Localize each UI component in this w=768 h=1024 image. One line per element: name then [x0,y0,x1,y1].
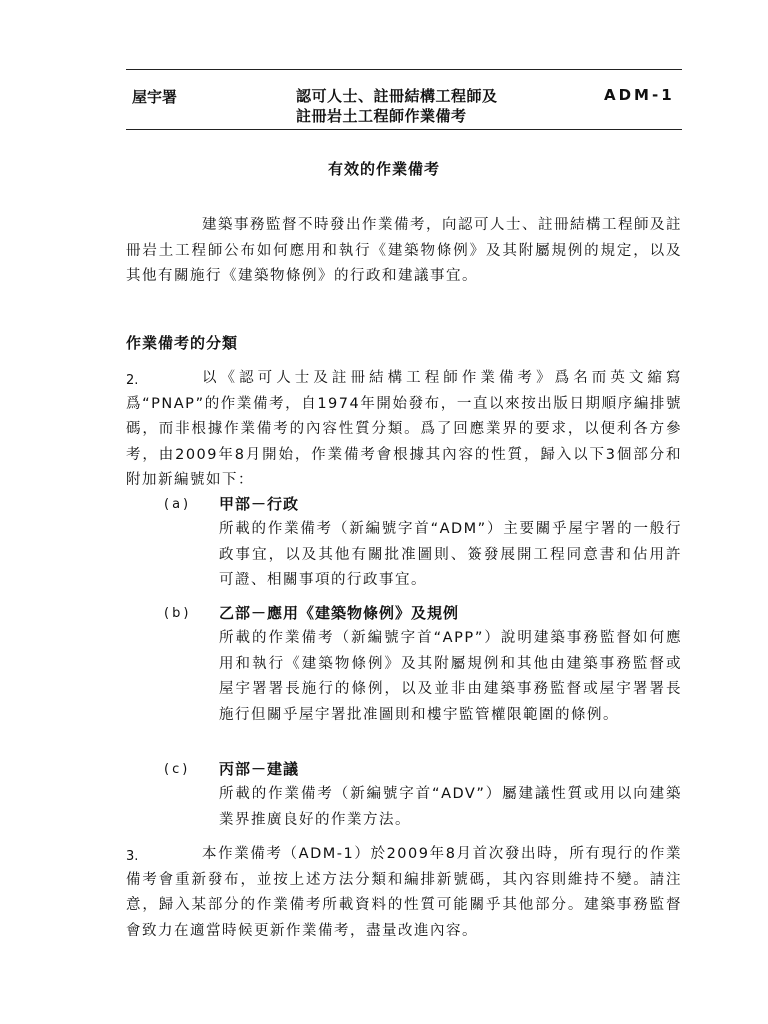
header-title-line2: 註冊岩土工程師作業備考 [296,107,467,125]
paragraph-3: 本作業備考（ADM-1）於2009年8月首次發出時，所有現行的作業備考會重新發布，並按上述方法分類和編排新號碼，其內容則維持不變。請注意，歸入某部分的作業備考所載資料的性質可能關乎其他部分。建築事務監督會致力在適當時候更新作業備考，盡量改進內容。 [126,846,682,939]
item-c-letter: (c) [164,762,191,777]
paragraph-2-number: 2. [126,373,139,388]
header-title [296,86,498,126]
paragraph-3-number: 3. [126,849,139,864]
item-a-title: 甲部－行政 [219,495,300,513]
paragraph-2: 以《認可人士及註冊結構工程師作業備考》爲名而英文縮寫爲“PNAP”的作業備考，自1974年開始發布，一直以來按出版日期順序編排號碼，而非根據作業備考的內容性質分類。爲了回應業界的要求，以便利各方參考，由2009年8月開始，作業備考會根據其內容的性質，歸入以下3個部分和附加新編號如下： [126,370,682,488]
item-a-letter: (a) [164,497,192,512]
item-c-title: 丙部－建議 [219,760,300,778]
item-b-body: 所載的作業備考（新編號字首“APP”）說明建築事務監督如何應用和執行《建築物條例》及其附屬規例和其他由建築事務監督或屋宇署署長施行的條例，以及並非由建築事務監督或屋宇署署長施行但關乎屋宇署批准圖則和樓宇監管權限範圍的條例。 [219,630,682,723]
item-b-letter: (b) [164,606,192,621]
intro-paragraph: 建築事務監督不時發出作業備考，向認可人士、註冊結構工程師及註冊岩土工程師公布如何應用和執行《建築物條例》及其附屬規例的規定，以及其他有關施行《建築物條例》的行政和建議事宜。 [126,217,682,284]
header-title-line1: 認可人士、註冊結構工程師及 [296,87,498,105]
document-title: 有效的作業備考 [327,160,440,178]
item-c-body: 所載的作業備考（新編號字首“ADV”）屬建議性質或用以向建築業界推廣良好的作業方法。 [219,786,682,828]
section-heading: 作業備考的分類 [126,334,239,352]
item-a-body: 所載的作業備考（新編號字首“ADM”）主要關乎屋宇署的一般行政事宜，以及其他有關批准圖則、簽發展開工程同意書和佔用許可證、相關事項的行政事宜。 [219,521,682,588]
header-department: 屋宇署 [132,88,178,106]
item-b-title: 乙部－應用《建築物條例》及規例 [219,604,460,622]
header-top-rule [126,69,682,70]
header-bottom-rule [126,129,682,130]
header-code: ADM-1 [604,86,675,104]
